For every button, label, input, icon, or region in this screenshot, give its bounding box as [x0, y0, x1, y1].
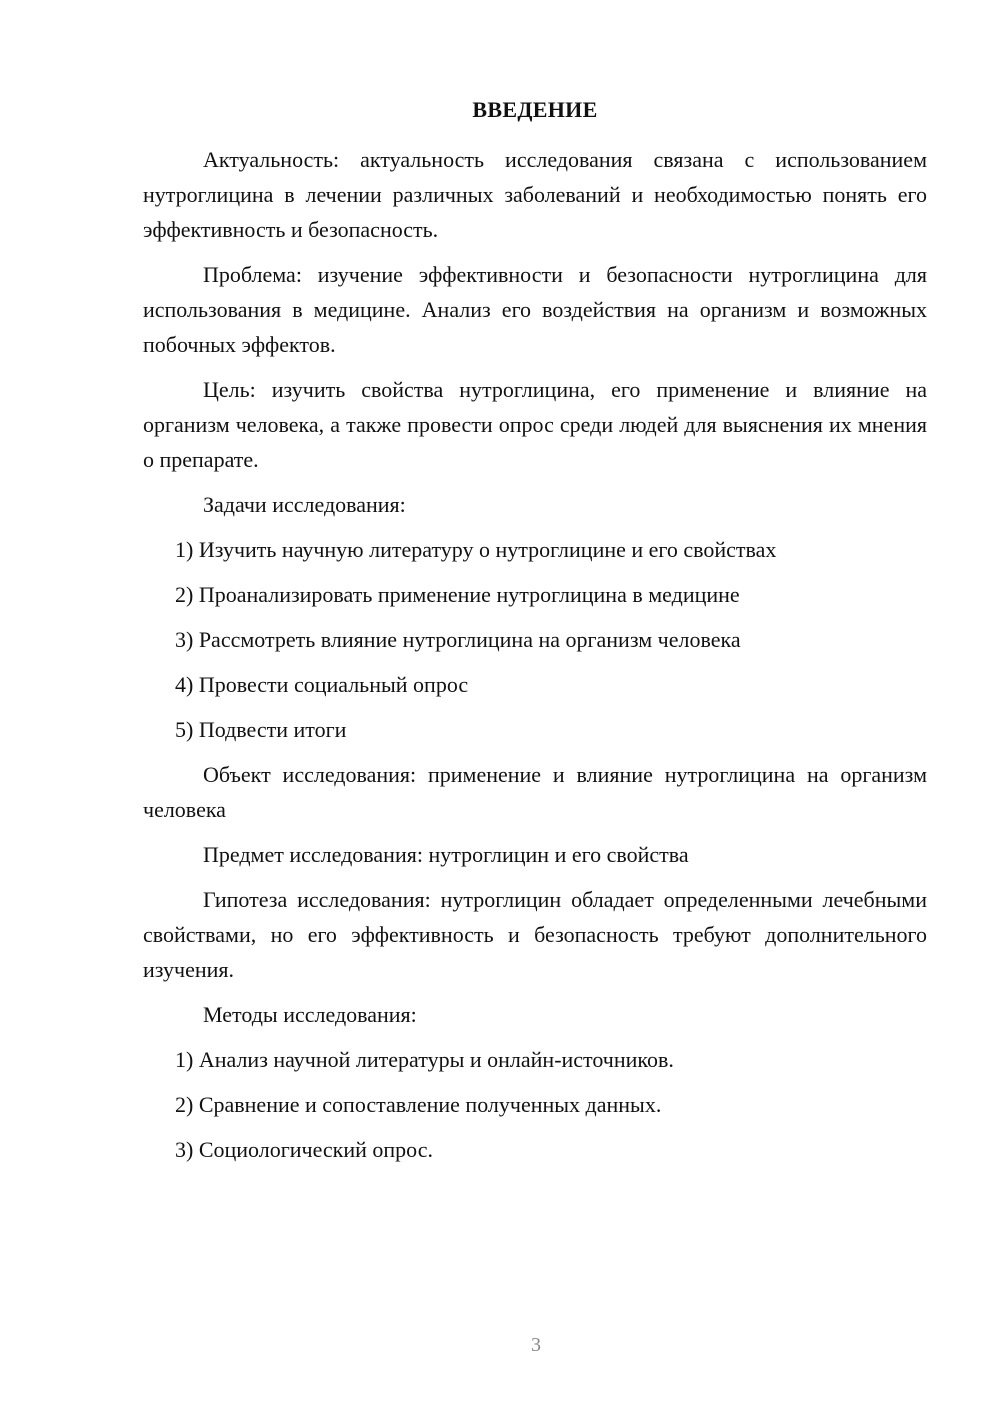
page-number: [72, 1334, 1000, 1357]
tasks-title: Задачи исследования:: [203, 492, 406, 517]
task-item: 1) Изучить научную литературу о нутроглицине и его свойствах: [175, 537, 777, 562]
task-item: 5) Подвести итоги: [175, 717, 347, 742]
page-number-text: 3: [531, 1334, 541, 1356]
paragraph-subject: Предмет исследования: нутроглицин и его свойства: [203, 842, 689, 867]
paragraph-relevance: Актуальность: актуальность исследования связана с использованием нутроглицина в лечении различных заболеваний и необходимостью понять его эффективность и безопасность.: [143, 147, 927, 242]
task-item: 3) Рассмотреть влияние нутроглицина на организм человека: [175, 627, 741, 652]
paragraph-hypothesis: Гипотеза исследования: нутроглицин обладает определенными лечебными свойствами, но его эффективность и безопасность требуют дополнительного изучения.: [143, 887, 927, 982]
paragraph-goal: Цель: изучить свойства нутроглицина, его применение и влияние на организм человека, а также провести опрос среди людей для выяснения их мнения о препарате.: [143, 377, 927, 472]
paragraph-problem: Проблема: изучение эффективности и безопасности нутроглицина для использования в медицине. Анализ его воздействия на организм и возможных побочных эффектов.: [143, 262, 927, 357]
method-item: 1) Анализ научной литературы и онлайн-источников.: [175, 1047, 674, 1072]
methods-title: Методы исследования:: [203, 1002, 417, 1027]
method-item: 3) Социологический опрос.: [175, 1137, 433, 1162]
task-item: 4) Провести социальный опрос: [175, 672, 469, 697]
method-item: 2) Сравнение и сопоставление полученных данных.: [175, 1092, 662, 1117]
paragraph-object: Объект исследования: применение и влияние нутроглицина на организм человека: [143, 762, 927, 822]
section-heading: ВВЕДЕНИЕ: [472, 97, 598, 122]
task-item: 2) Проанализировать применение нутроглицина в медицине: [175, 582, 740, 607]
page-content: [143, 92, 927, 1177]
